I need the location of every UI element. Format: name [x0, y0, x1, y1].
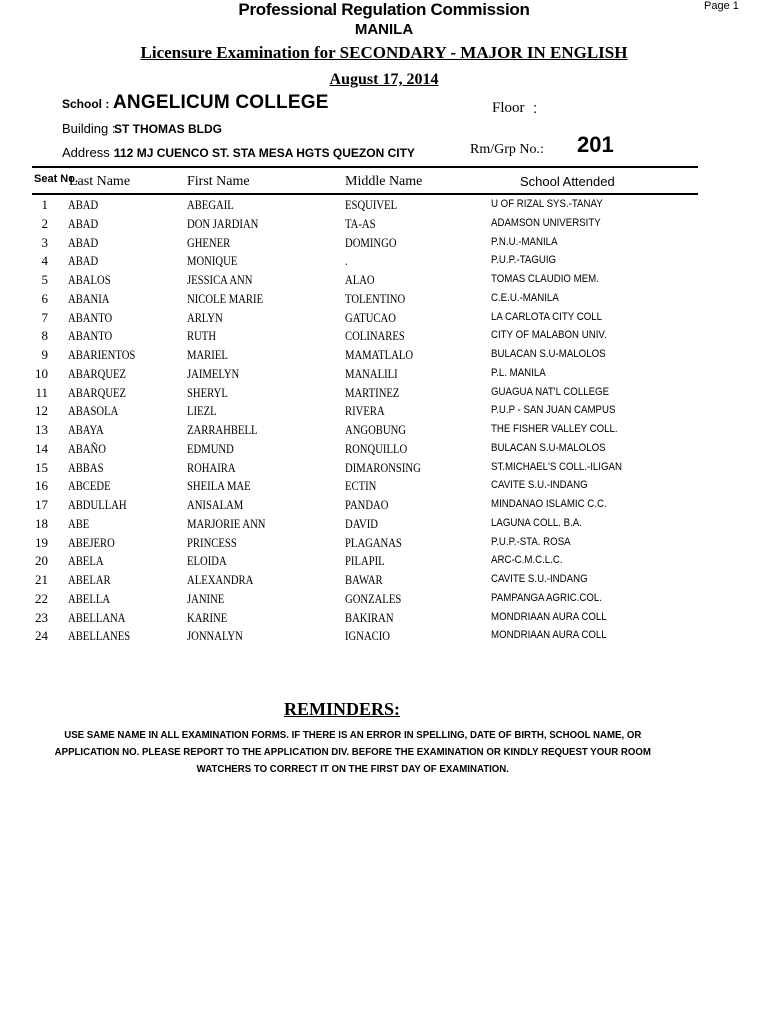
school-attended: MONDRIAAN AURA COLL [491, 610, 607, 623]
school-attended: LAGUNA COLL. B.A. [491, 516, 582, 529]
table-row [0, 253, 768, 272]
last-name: ABARQUEZ [68, 384, 127, 400]
last-name: ABDULLAH [68, 497, 127, 512]
first-name: PRINCESS [187, 534, 237, 550]
last-name: ABAYA [68, 422, 104, 437]
table-row [0, 403, 768, 422]
middle-name: ECTIN [345, 478, 377, 494]
building-name: ST THOMAS BLDG [114, 122, 222, 136]
seat-number: 8 [41, 328, 48, 344]
first-name: MARJORIE ANN [187, 515, 266, 531]
first-name: ELOIDA [187, 553, 227, 569]
first-name: SHERYL [187, 384, 228, 400]
col-header-middle-name: Middle Name [345, 174, 423, 189]
middle-name: PILAPIL [345, 553, 385, 569]
header-divider-bottom [32, 193, 698, 195]
table-row [0, 216, 768, 235]
middle-name: TOLENTINO [345, 290, 406, 306]
middle-name: GATUCAO [345, 309, 396, 325]
table-row [0, 610, 768, 629]
seat-number: 10 [35, 365, 48, 381]
middle-name: PANDAO [345, 497, 389, 512]
school-attended: P.N.U.-MANILA [491, 235, 558, 248]
city-title: MANILA [354, 21, 414, 38]
seat-number: 5 [41, 272, 48, 287]
school-attended: BULACAN S.U-MALOLOS [491, 348, 606, 360]
middle-name: TA-AS [345, 215, 376, 231]
school-attended: CAVITE S.U.-INDANG [491, 479, 588, 492]
school-attended: GUAGUA NAT'L COLLEGE [491, 385, 610, 398]
table-row [0, 328, 768, 347]
seat-number: 19 [35, 534, 48, 550]
school-attended: CAVITE S.U.-INDANG [491, 573, 588, 585]
middle-name: ANGOBUNG [345, 422, 407, 437]
first-name: ANISALAM [187, 497, 244, 512]
school-attended: LA CARLOTA CITY COLL [491, 310, 603, 323]
table-row [0, 441, 768, 460]
last-name: ABANIA [68, 290, 110, 306]
middle-name: RONQUILLO [345, 440, 408, 456]
table-row [0, 497, 768, 516]
middle-name: MANALILI [345, 365, 398, 381]
school-label: School : [62, 97, 110, 111]
col-header-last-name: Last Name [69, 174, 131, 189]
last-name: ABELAR [68, 572, 111, 587]
table-row [0, 235, 768, 254]
first-name: LIEZL [187, 403, 217, 419]
middle-name: ESQUIVEL [345, 197, 398, 212]
table-row [0, 197, 768, 216]
seat-number: 7 [41, 309, 48, 325]
table-row [0, 572, 768, 591]
address-label: Address : [62, 145, 117, 160]
last-name: ABASOLA [68, 403, 119, 419]
header-divider-top [32, 166, 698, 168]
exam-date: August 17, 2014 [329, 71, 439, 88]
seat-number: 11 [35, 384, 48, 400]
school-attended: PAMPANGA AGRIC.COL. [491, 591, 602, 604]
school-attended: P.U.P - SAN JUAN CAMPUS [491, 404, 616, 417]
floor-label: Floor [492, 100, 525, 116]
last-name: ABANTO [68, 328, 113, 344]
reminders-text: USE SAME NAME IN ALL EXAMINATION FORMS. IF THERE IS AN ERROR IN SPELLING, DATE OF BIRTH, SCHOOL NAME, OR APPLICATION NO. PLEASE REPORT TO THE APPLICATION DIV. BEFORE THE EXAMINATION OR KINDLY REQUEST YOUR ROOM WATCHERS TO CORRECT IT ON THE FIRST DAY OF EXAMINATION. [54, 729, 651, 775]
exam-title: Licensure Examination for SECONDARY - MAJOR IN ENGLISH [140, 43, 628, 62]
middle-name: IGNACIO [345, 628, 391, 644]
last-name: ABALOS [68, 272, 111, 287]
col-header-school: School Attended [520, 174, 615, 189]
last-name: ABARIENTOS [68, 347, 136, 362]
seat-number: 3 [41, 234, 48, 250]
last-name: ABAD [68, 253, 99, 269]
last-name: ABBAS [68, 459, 104, 475]
first-name: ARLYN [187, 309, 223, 325]
school-attended: MONDRIAAN AURA COLL [491, 629, 607, 642]
school-attended: U OF RIZAL SYS.-TANAY [491, 198, 603, 210]
first-name: ALEXANDRA [187, 572, 254, 587]
seat-number: 21 [35, 572, 48, 587]
room-label: Rm/Grp No.: [470, 142, 544, 157]
room-number: 201 [577, 132, 614, 157]
seat-number: 2 [41, 215, 48, 231]
first-name: MONIQUE [187, 253, 238, 269]
seat-number: 13 [35, 422, 48, 437]
last-name: ABAD [68, 215, 99, 231]
middle-name: DIMARONSING [345, 459, 421, 475]
middle-name: BAKIRAN [345, 609, 394, 625]
first-name: SHEILA MAE [187, 478, 251, 494]
school-attended: P.U.P.-STA. ROSA [491, 535, 571, 548]
first-name: ROHAIRA [187, 459, 236, 475]
table-row [0, 347, 768, 366]
seat-number: 12 [35, 403, 48, 419]
table-row [0, 516, 768, 535]
table-row [0, 272, 768, 291]
middle-name: . [345, 253, 348, 269]
last-name: ABELLANA [68, 609, 126, 625]
school-attended: THE FISHER VALLEY COLL. [491, 423, 618, 435]
last-name: ABEJERO [68, 534, 115, 550]
first-name: GHENER [187, 234, 231, 250]
middle-name: PLAGANAS [345, 534, 402, 550]
table-row [0, 553, 768, 572]
table-row [0, 535, 768, 554]
last-name: ABE [68, 515, 90, 531]
middle-name: DAVID [345, 515, 378, 531]
seat-number: 1 [41, 197, 48, 212]
school-attended: TOMAS CLAUDIO MEM. [491, 273, 599, 285]
last-name: ABCEDE [68, 478, 111, 494]
last-name: ABELA [68, 553, 104, 569]
last-name: ABAÑO [68, 440, 106, 456]
col-header-seat: Seat No. [34, 173, 79, 185]
seat-number: 16 [35, 478, 48, 494]
seat-number: 18 [35, 515, 48, 531]
table-row [0, 385, 768, 404]
commission-title: Professional Regulation Commission [238, 0, 530, 19]
table-row [0, 310, 768, 329]
middle-name: MAMATLALO [345, 347, 414, 362]
first-name: ABEGAIL [187, 197, 234, 212]
school-attended: BULACAN S.U-MALOLOS [491, 441, 606, 454]
last-name: ABANTO [68, 309, 113, 325]
seat-number: 17 [35, 497, 48, 512]
seat-number: 4 [41, 253, 48, 269]
school-attended: ARC-C.M.C.L.C. [491, 554, 563, 567]
last-name: ABAD [68, 234, 99, 250]
col-header-first-name: First Name [187, 174, 250, 189]
first-name: DON JARDIAN [187, 215, 259, 231]
last-name: ABELLA [68, 590, 111, 606]
first-name: EDMUND [187, 440, 234, 456]
first-name: ZARRAHBELL [187, 422, 258, 437]
table-row [0, 628, 768, 647]
middle-name: MARTINEZ [345, 384, 400, 400]
middle-name: COLINARES [345, 328, 405, 344]
reminders-title: REMINDERS: [283, 699, 400, 719]
table-row [0, 591, 768, 610]
table-row [0, 460, 768, 479]
school-attended: CITY OF MALABON UNIV. [491, 329, 607, 342]
first-name: RUTH [187, 328, 217, 344]
address-value: 112 MJ CUENCO ST. STA MESA HGTS QUEZON CITY [114, 146, 415, 160]
table-row [0, 478, 768, 497]
first-name: JANINE [187, 590, 225, 606]
seat-number: 9 [41, 347, 48, 362]
school-attended: ADAMSON UNIVERSITY [491, 216, 601, 229]
table-row [0, 291, 768, 310]
seat-number: 15 [35, 459, 48, 475]
school-name: ANGELICUM COLLEGE [113, 92, 329, 113]
middle-name: DOMINGO [345, 234, 397, 250]
school-attended: P.L. MANILA [491, 366, 546, 379]
seat-number: 20 [35, 553, 48, 569]
page-number: Page 1 [704, 0, 739, 12]
seat-number: 24 [35, 628, 48, 644]
seat-number: 23 [35, 609, 48, 625]
last-name: ABARQUEZ [68, 365, 127, 381]
school-attended: ST.MICHAEL'S COLL.-ILIGAN [491, 460, 622, 473]
first-name: JAIMELYN [187, 365, 240, 381]
last-name: ABAD [68, 197, 99, 212]
seat-number: 14 [35, 440, 48, 456]
seat-number: 6 [41, 290, 48, 306]
middle-name: GONZALES [345, 590, 402, 606]
school-attended: MINDANAO ISLAMIC C.C. [491, 498, 607, 510]
middle-name: ALAO [345, 272, 375, 287]
table-row [0, 422, 768, 441]
first-name: MARIEL [187, 347, 228, 362]
seat-number: 22 [35, 590, 48, 606]
building-label: Building : [62, 121, 116, 136]
last-name: ABELLANES [68, 628, 131, 644]
first-name: JESSICA ANN [187, 272, 253, 287]
middle-name: RIVERA [345, 403, 385, 419]
first-name: NICOLE MARIE [187, 290, 264, 306]
school-attended: C.E.U.-MANILA [491, 291, 559, 304]
floor-colon: : [533, 100, 538, 117]
first-name: JONNALYN [187, 628, 243, 644]
middle-name: BAWAR [345, 572, 383, 587]
first-name: KARINE [187, 609, 228, 625]
table-row [0, 366, 768, 385]
school-attended: P.U.P.-TAGUIG [491, 254, 557, 267]
